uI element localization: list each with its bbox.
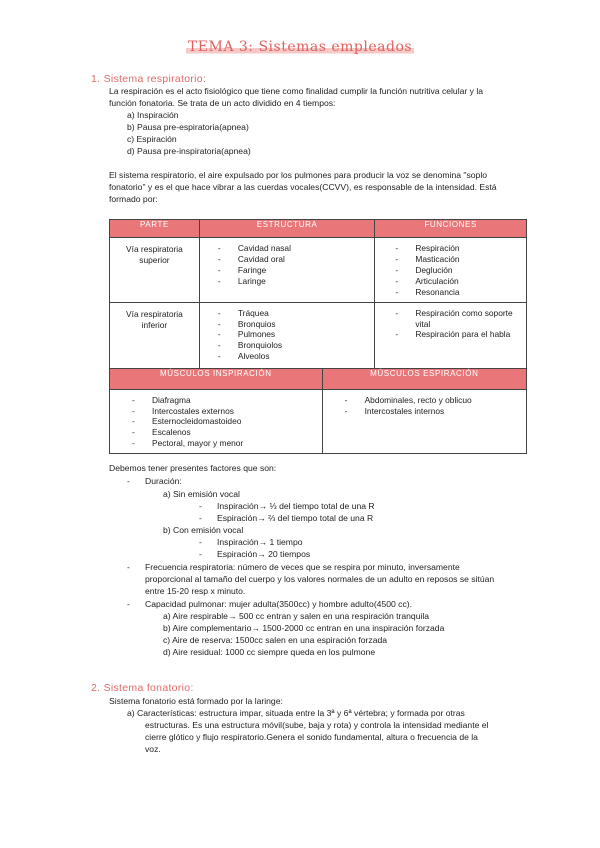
paragraph-line: El sistema respiratorio, el aire expulsado por los pulmones para producir la voz se denomina "soplo	[109, 170, 488, 180]
list-item: - Deglución	[395, 265, 526, 276]
list-item: Espiración→ 20 tiempos	[217, 549, 311, 559]
header-musculos-inspiracion: MÚSCULOS INSPIRACIÓN	[110, 368, 323, 389]
paragraph-line: entre 15-20 resp x minuto.	[145, 586, 246, 596]
list-item: - Abdominales, recto y oblicuo	[345, 395, 526, 406]
paragraph-line: Sistema fonatorio está formado por la laringe:	[109, 696, 283, 706]
list-item: a) Inspiración	[127, 110, 179, 120]
page-title: TEMA 3: Sistemas empleados	[187, 39, 413, 55]
bullet-dash: -	[199, 549, 202, 559]
list-item: - Respiración como soporte vital	[395, 308, 526, 330]
list-item: b) Aire complementario→ 1500-2000 cc entran en una inspiración forzada	[163, 623, 445, 633]
list-item: - Intercostales externos	[132, 406, 322, 417]
paragraph-line: proporcional al tamaño del cuerpo y los valores normales de un adulto en reposos se sitúan	[145, 574, 495, 584]
list-item: b) Con emisión vocal	[163, 525, 244, 535]
header-parte: PARTE	[110, 220, 200, 238]
list-item: b) Pausa pre-espiratoria(apnea)	[127, 122, 249, 132]
respiratory-table	[109, 219, 527, 454]
list-item: - Diafragma	[132, 395, 322, 406]
bullet-dash: -	[199, 513, 202, 523]
paragraph-line: formado por:	[109, 194, 158, 204]
list-item: - Bronquiolos	[218, 340, 374, 351]
header-funciones: FUNCIONES	[375, 220, 527, 238]
section-1-heading: 1. Sistema respiratorio:	[91, 73, 207, 85]
structure-cell	[199, 238, 374, 303]
list-item: d) Pausa pre-inspiratoria(apnea)	[127, 146, 251, 156]
list-item: c) Aire de reserva: 1500cc salen en una espiración forzada	[163, 635, 388, 645]
header-estructura: ESTRUCTURA	[199, 220, 374, 238]
functions-cell	[375, 238, 527, 303]
factors-intro: Debemos tener presentes factores que son:	[109, 463, 277, 473]
intro-line: función fonatoria. Se trata de un acto dividido en 4 tiempos:	[109, 98, 336, 108]
inspiration-muscles-cell	[110, 389, 323, 454]
list-item: - Articulación	[395, 276, 526, 287]
list-item: - Cavidad oral	[218, 254, 374, 265]
list-item: - Respiración para el habla	[395, 329, 526, 340]
list-item: - Respiración	[395, 243, 526, 254]
list-item: d) Aire residual: 1000 cc siempre queda en los pulmone	[163, 647, 376, 657]
bullet-dash: -	[199, 501, 202, 511]
list-item: - Faringe	[218, 265, 374, 276]
list-item: - Cavidad nasal	[218, 243, 374, 254]
bullet-dash: -	[199, 537, 202, 547]
list-item: a) Aire respirable→ 500 cc entran y salen en una respiración tranquila	[163, 611, 430, 621]
list-item: Espiración→ ⅔ del tiempo total de una R	[217, 513, 374, 523]
list-item: Duración:	[145, 476, 182, 486]
list-item: - Bronquios	[218, 319, 374, 330]
paragraph-line: fonatorio" y es el que hace vibrar a las cuerdas vocales(CCVV), es responsable de la intensidad. Está	[109, 182, 497, 192]
list-item: - Resonancia	[395, 287, 526, 298]
list-item: Inspiración→ 1 tiempo	[217, 537, 303, 547]
list-item: - Tráquea	[218, 308, 374, 319]
list-item: Inspiración→ ⅓ del tiempo total de una R	[217, 501, 375, 511]
list-item: - Esternocleidomastoideo	[132, 416, 322, 427]
intro-line: La respiración es el acto fisiológico que tiene como finalidad cumplir la función nutritiva celular y la	[109, 86, 484, 96]
list-item: a) Sin emisión vocal	[163, 489, 240, 499]
paragraph-line: Frecuencia respiratoria: número de veces que se respira por minuto, inversamente	[145, 562, 460, 572]
list-item: - Intercostales internos	[345, 406, 526, 417]
part-cell: Vía respiratoria inferior	[110, 302, 200, 368]
bullet-dash: -	[127, 476, 130, 486]
structure-cell	[199, 302, 374, 368]
part-cell: Vía respiratoria superior	[110, 238, 200, 303]
header-musculos-espiracion: MÚSCULOS ESPIRACIÓN	[322, 368, 526, 389]
paragraph-line: cierre glótico y flujo respiratorio.Genera el sonido fundamental, altura o frecuencia de la	[145, 732, 478, 742]
section-2-heading: 2. Sistema fonatorio:	[91, 682, 194, 694]
list-item: - Laringe	[218, 276, 374, 287]
list-item: - Pulmones	[218, 329, 374, 340]
list-item: a) Características: estructura impar, situada entre la 3ª y 6ª vértebra; y formada por otras	[127, 708, 465, 718]
list-item: - Alveolos	[218, 351, 374, 362]
functions-cell	[375, 302, 527, 368]
list-item: Capacidad pulmonar: mujer adulta(3500cc) y hombre adulto(4500 cc).	[145, 599, 413, 609]
bullet-dash: -	[127, 562, 130, 572]
bullet-dash: -	[127, 599, 130, 609]
paragraph-line: estructuras. Es una estructura móvil(sube, baja y rota) y controla la intensidad mediante el	[145, 720, 489, 730]
expiration-muscles-cell	[322, 389, 526, 454]
list-item: - Escalenos	[132, 427, 322, 438]
list-item: - Pectoral, mayor y menor	[132, 438, 322, 449]
paragraph-line: voz.	[145, 744, 161, 754]
list-item: - Masticación	[395, 254, 526, 265]
list-item: c) Espiración	[127, 134, 177, 144]
